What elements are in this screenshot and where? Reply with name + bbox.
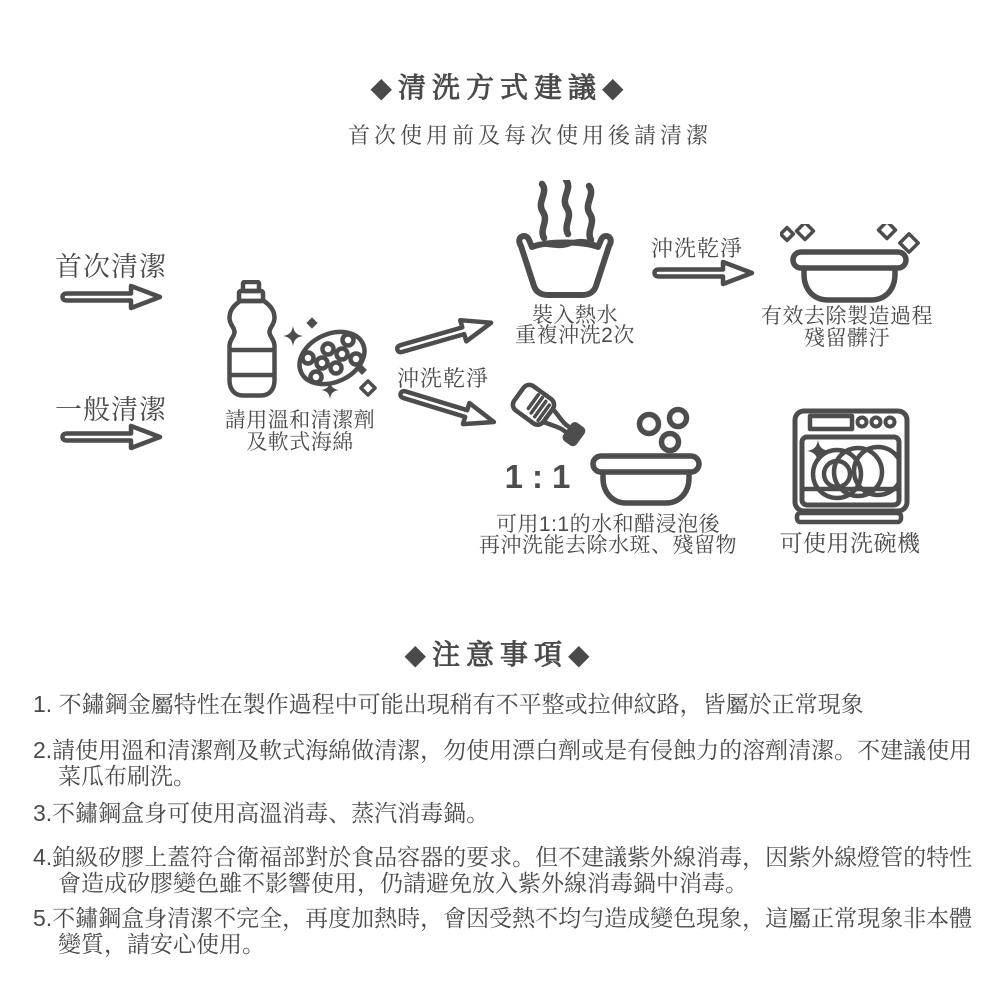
sparkling-clean-container-icon	[780, 224, 930, 308]
dishwasher-icon	[790, 408, 912, 526]
vinegar-caption-line1: 可用1:1的水和醋浸泡後	[495, 513, 721, 536]
hot-water-caption-line1: 裝入熱水	[532, 304, 618, 327]
note-item-3	[33, 800, 983, 826]
note-line: 菜瓜布刷洗。	[58, 763, 196, 789]
note-line: 5.不鏽鋼盒身清潔不完全，再度加熱時，會因受熱不均勻造成變色現象，這屬正常現象非本體	[33, 905, 973, 931]
vinegar-caption-line2: 再沖洗能去除水斑、殘留物	[479, 534, 737, 557]
note-line: 會造成矽膠變色雖不影響使用，仍請避免放入紫外線消毒鍋中消毒。	[58, 870, 748, 896]
wash-section-subtitle: 首次使用前及每次使用後請清潔	[348, 123, 713, 148]
hot-water-caption-line2: 重複沖洗2次	[515, 324, 635, 347]
right-arrow-icon	[60, 282, 164, 312]
rinse-clean-label-mid: 沖洗乾淨	[397, 366, 490, 391]
note-line: 4.鉑級矽膠上蓋符合衛福部對於食品容器的要求。但不建議紫外線消毒，因紫外線燈管的特性	[33, 844, 973, 870]
soaking-container-icon	[590, 452, 702, 512]
dishwasher-caption	[768, 532, 932, 554]
vinegar-caption	[458, 514, 758, 556]
note-item-4	[33, 844, 983, 896]
dishwasher-caption-line1: 可使用洗碗機	[779, 530, 921, 556]
note-line: 3.不鏽鋼盒身可使用高溫消毒、蒸汽消毒鍋。	[33, 800, 490, 826]
notes-section-title: ◆注意事項◆	[404, 639, 596, 670]
right-arrow-icon	[60, 422, 164, 452]
first-clean-label: 首次清潔	[55, 252, 167, 282]
right-arrow-icon	[652, 258, 756, 288]
wash-section-title: ◆清洗方式建議◆	[370, 72, 630, 103]
note-item-1	[33, 691, 983, 717]
clean-result-caption-line1: 有效去除製造過程	[761, 305, 933, 328]
note-line: 2.請使用溫和清潔劑及軟式海綿做清潔，勿使用漂白劑或是有侵蝕力的溶劑清潔。不建議使用	[33, 737, 973, 763]
diagonal-arrow-up-icon	[391, 307, 499, 365]
note-item-2	[33, 737, 983, 789]
hot-water-caption	[480, 306, 670, 346]
note-line: 變質，請安心使用。	[58, 931, 265, 957]
bubbles-icon	[635, 404, 693, 456]
clean-result-caption-line2: 殘留髒汙	[804, 327, 890, 350]
vinegar-ratio-label: 1:1	[504, 458, 580, 495]
detergent-caption-line2: 及軟式海綿	[246, 431, 354, 454]
detergent-caption	[193, 410, 407, 454]
note-line: 1. 不鏽鋼金屬特性在製作過程中可能出現稍有不平整或拉伸紋路，皆屬於正常現象	[33, 691, 864, 717]
steaming-basin-icon	[508, 180, 622, 298]
rinse-clean-label-top: 沖洗乾淨	[651, 236, 744, 261]
sponge-icon	[282, 316, 378, 402]
clean-result-caption	[750, 306, 944, 350]
detergent-bottle-icon	[226, 280, 278, 398]
note-item-5	[33, 905, 983, 957]
detergent-caption-line1: 請用溫和清潔劑	[224, 409, 376, 432]
general-clean-label: 一般清潔	[55, 395, 167, 425]
